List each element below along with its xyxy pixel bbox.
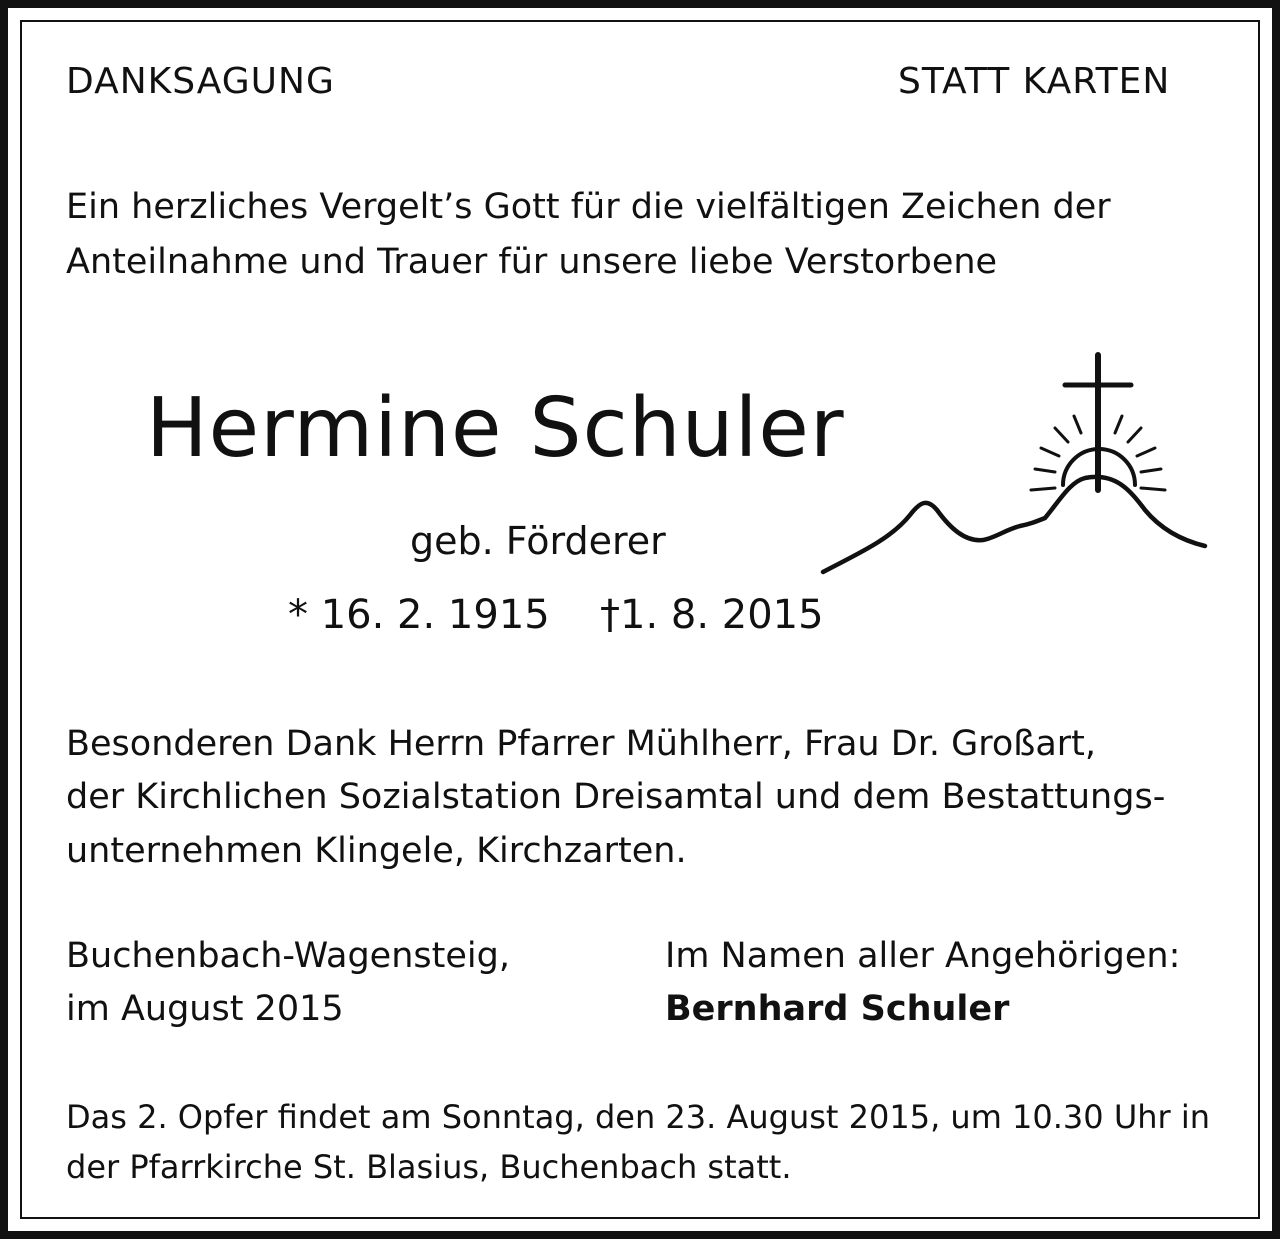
thanks-line-1: Besonderen Dank Herrn Pfarrer Mühlherr, Frau Dr. Großart, <box>66 724 1097 764</box>
service-line-2: der Pfarrkirche St. Blasius, Buchenbach statt. <box>66 1148 792 1186</box>
cross-sun-mountain-icon <box>815 350 1210 580</box>
maiden-name: geb. Förderer <box>410 519 666 563</box>
heading-danksagung: DANKSAGUNG <box>66 61 335 102</box>
signature-name: Bernhard Schuler <box>665 989 1010 1029</box>
intro-line-2: Anteilnahme und Trauer für unsere liebe Verstorbene <box>66 242 998 282</box>
signature-line-1: Im Namen aller Angehörigen: <box>665 936 1181 976</box>
place-line-2: im August 2015 <box>66 989 344 1029</box>
intro-line-1: Ein herzliches Vergelt’s Gott für die vielfältigen Zeichen der <box>66 187 1111 227</box>
place-line-1: Buchenbach-Wagensteig, <box>66 936 510 976</box>
heading-statt-karten: STATT KARTEN <box>898 61 1171 102</box>
deceased-name: Hermine Schuler <box>146 381 845 476</box>
birth-date: * 16. 2. 1915 <box>288 592 550 638</box>
thanks-line-2: der Kirchlichen Sozialstation Dreisamtal und dem Bestattungs- <box>66 777 1166 817</box>
thanks-line-3: unternehmen Klingele, Kirchzarten. <box>66 831 687 871</box>
service-line-1: Das 2. Opfer findet am Sonntag, den 23. August 2015, um 10.30 Uhr in <box>66 1098 1211 1136</box>
death-date: †1. 8. 2015 <box>600 592 824 638</box>
